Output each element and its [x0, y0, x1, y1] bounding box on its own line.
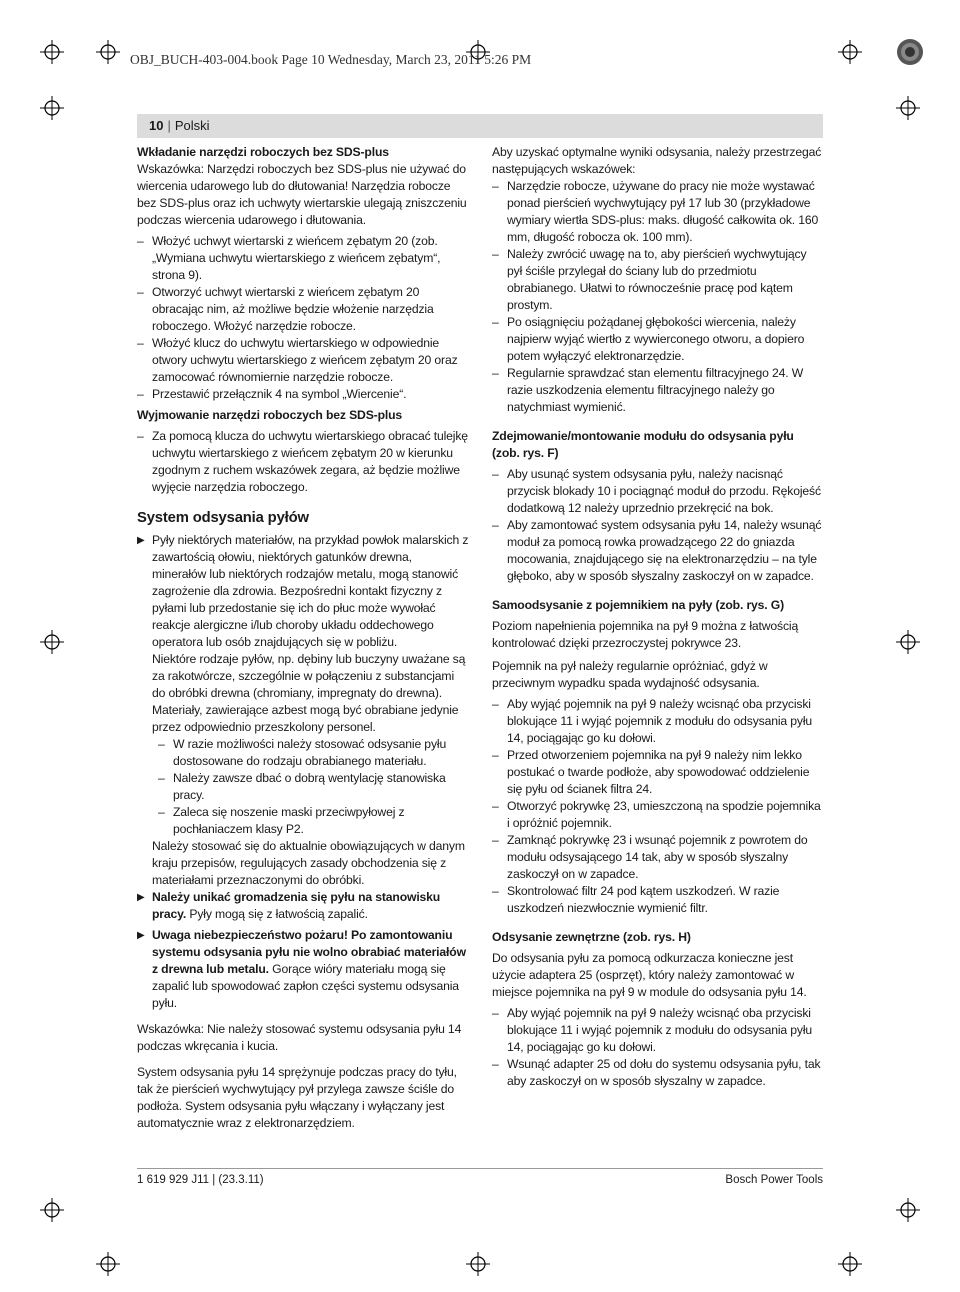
list-item: – Otworzyć uchwyt wiertarski z wieńcem zębatym 20 obracając nim, aż możliwe będzie włożenie narzędzia roboczego. Włożyć narzędzie robocze. — [137, 284, 469, 335]
crosshair-icon — [466, 1252, 490, 1276]
list-item: – Regularnie sprawdzać stan elementu filtracyjnego 24. W razie uszkodzenia elementu filtracyjnego należy go natychmiast wymienić. — [492, 365, 824, 416]
warning-bold: Należy unikać gromadzenia się pyłu na stanowisku pracy. — [152, 890, 441, 921]
page-header — [137, 114, 823, 138]
list-item: – Aby wyjąć pojemnik na pył 9 należy wcisnąć oba przyciski blokujące 11 i wyjąć pojemnik z modułu do odsysania pyłu 14, pociągając go ku dołowi. — [492, 1005, 824, 1056]
list-item: – Przed otworzeniem pojemnika na pył 9 należy nim lekko postukać o twarde podłoże, aby spowodować oddzielenie się pyłu od ścianek filtra 24. — [492, 747, 824, 798]
list-item: – Za pomocą klucza do uchwytu wiertarskiego obracać tulejkę uchwytu wiertarskiego z wieńcem zębatym 20 w kierunku zgodnym z ruchem wskazówek zegara, aż będzie możliwe wyjęcie narzędzia roboczego. — [137, 428, 469, 496]
footer-brand: Bosch Power Tools — [725, 1174, 823, 1186]
list-item: – Należy zwrócić uwagę na to, aby pierścień wychwytujący pył ściśle przylegał do ściany lub do przedmiotu obrabianego. Ułatwi to równocześnie pracę pod kątem prostym. — [492, 246, 824, 314]
section-heading: Samoodsysanie z pojemnikiem na pyły (zob. rys. G) — [492, 598, 785, 612]
paragraph: Wskazówka: Narzędzi roboczych bez SDS-plus nie używać do wiercenia udarowego lub do dłutowania! Narzędzia robocze bez SDS-plus oraz ich uchwyty wiertarskie ulegają zniszczeniu podczas wiercenia udarowego i dłutowania. — [137, 162, 467, 227]
section-heading: Zdejmowanie/montowanie modułu do odsysania pyłu (zob. rys. F) — [492, 429, 794, 460]
section-heading: Wyjmowanie narzędzi roboczych bez SDS-plus — [137, 408, 403, 422]
list-item: – Narzędzie robocze, używane do pracy nie może wystawać ponad pierścień wychwytujący pył 17 lub 30 (przykładowe wymiary wiertła SDS-plus: maks. długość całkowita ok. 160 mm, długość robocza ok. 100 mm). — [492, 178, 824, 246]
slug-line: OBJ_BUCH-403-004.book Page 10 Wednesday, March 23, 2011 5:26 PM — [130, 52, 532, 67]
section-heading: Wkładanie narzędzi roboczych bez SDS-plus — [137, 145, 389, 159]
footer-doc-id: 1 619 929 J11 | (23.3.11) — [137, 1174, 264, 1186]
footer-divider — [137, 1168, 823, 1169]
left-column — [137, 144, 469, 1132]
paragraph: System odsysania pyłu 14 sprężynuje podczas pracy do tyłu, tak że pierścień wychwytujący pył przylega zawsze ściśle do podłoża. System odsysania pyłu włączany i wyłączany jest automatycznie wraz z elektronarzędziem. — [137, 1065, 457, 1130]
sub-list-item: – Zaleca się noszenie maski przeciwpyłowej z pochłaniaczem klasy P2. — [137, 804, 469, 838]
crosshair-icon — [896, 1198, 920, 1222]
paragraph: Do odsysania pyłu za pomocą odkurzacza konieczne jest użycie adaptera 25 (osprzęt), który należy zamontować w miejsce pojemnika na pył 9 w module do odsysania pyłu 14. — [492, 951, 807, 999]
warning-bold: Uwaga niebezpieczeństwo pożaru! Po zamontowaniu systemu odsysania pyłu nie wolno obrabiać materiałów z drewna lub metalu. — [152, 928, 466, 976]
paragraph: Aby uzyskać optymalne wyniki odsysania, należy przestrzegać następujących wskazówek: — [492, 145, 822, 176]
list-item: – Otworzyć pokrywkę 23, umieszczoną na spodzie pojemnika i opróżnić pojemnik. — [492, 798, 824, 832]
crosshair-icon — [838, 40, 862, 64]
note-paragraph: Wskazówka: Nie należy stosować systemu odsysania pyłu 14 podczas wkręcania i kucia. — [137, 1022, 462, 1053]
header-language: Polski — [174, 118, 210, 133]
color-dial-icon — [896, 38, 924, 66]
warning-item — [137, 927, 469, 1012]
sub-list-item: – Należy zawsze dbać o dobrą wentylację stanowiska pracy. — [137, 770, 469, 804]
paragraph: Poziom napełnienia pojemnika na pył 9 można z łatwością kontrolować dzięki przezroczystej pokrywce 23. — [492, 619, 799, 650]
warning-item: ▶ Pyły niektórych materiałów, na przykład powłok malarskich z zawartością ołowiu, niektórych gatunków drewna, minerałów lub niektórych rodzajów metalu, mogą stanowić zagrożenie dla zdrowia. Bezpośredni kontakt fizyczny z pyłami lub przedostanie się ich do płuc może wywołać reakcje alergiczne i/lub choroby układu oddechowego operatora lub osób znajdujących się w pobliżu. — [137, 532, 469, 651]
header-separator: | — [167, 118, 171, 133]
crosshair-icon — [40, 1198, 64, 1222]
crosshair-icon — [96, 40, 120, 64]
list-item: – Po osiągnięciu pożądanej głębokości wiercenia, należy najpierw wyjąć wiertło z wywierconego otworu, a dopiero potem wyłączyć elektronarzędzie. — [492, 314, 824, 365]
section-title: System odsysania pyłów — [137, 510, 309, 526]
list-item: – Włożyć klucz do uchwytu wiertarskiego w odpowiednie otwory uchwytu wiertarskiego z wieńcem zębatym 20 oraz zamocować równomiernie narzędzie robocze. — [137, 335, 469, 386]
list-item: – Wsunąć adapter 25 od dołu do systemu odsysania pyłu, tak aby zaskoczył on w sposób słyszalny w zapadce. — [492, 1056, 824, 1090]
crosshair-icon — [896, 96, 920, 120]
list-item: – Aby zamontować system odsysania pyłu 14, należy wsunąć moduł za pomocą rowka prowadzącego 22 do gniazda mocowania, znajdującego się na elektronarzędziu – na tyle głęboko, aby w sposób słyszalny zaskoczył on w zapadce. — [492, 517, 824, 585]
list-item: – Przestawić przełącznik 4 na symbol „Wiercenie“. — [137, 386, 469, 403]
list-item: – Zamknąć pokrywkę 23 i wsunąć pojemnik z powrotem do modułu odsysającego 14 tak, aby w sposób słyszalny zaskoczył on w zapadce. — [492, 832, 824, 883]
warning-text: Pyły mogą się z łatwością zapalić. — [186, 907, 368, 921]
crosshair-icon — [896, 630, 920, 654]
page-number: 10 — [149, 118, 164, 133]
section-heading: Odsysanie zewnętrzne (zob. rys. H) — [492, 930, 691, 944]
crosshair-icon — [40, 96, 64, 120]
list-item: – Włożyć uchwyt wiertarski z wieńcem zębatym 20 (zob. „Wymiana uchwytu wiertarskiego z wieńcem zębatym“, strona 9). — [137, 233, 469, 284]
crosshair-icon — [40, 40, 64, 64]
list-item: – Skontrolować filtr 24 pod kątem uszkodzeń. W razie uszkodzeń niezwłocznie wymienić filtr. — [492, 883, 824, 917]
warning-continuation: Niektóre rodzaje pyłów, np. dębiny lub buczyny uważane są za rakotwórcze, szczególnie w połączeniu z substancjami do obróbki drewna (chromiany, impregnaty do drewna). Materiały, zawierające azbest mogą być obrabiane jedynie przez odpowiednio przeszkolony personel. — [152, 652, 466, 734]
list-item: – Aby wyjąć pojemnik na pył 9 należy wcisnąć oba przyciski blokujące 11 i wyjąć pojemnik z modułu do odsysania pyłu 14, pociągając go ku dołowi. — [492, 696, 824, 747]
list-item: – Aby usunąć system odsysania pyłu, należy nacisnąć przycisk blokady 10 i pociągnąć moduł do przodu. Rękojeść dodatkową 12 należy uprzednio przekręcić na bok. — [492, 466, 824, 517]
crosshair-icon — [96, 1252, 120, 1276]
right-column — [492, 144, 824, 1090]
crosshair-icon — [40, 630, 64, 654]
warning-item — [137, 889, 469, 923]
paragraph: Pojemnik na pył należy regularnie opróżniać, gdyż w przeciwnym wypadku spada wydajność odsysania. — [492, 659, 768, 690]
crosshair-icon — [838, 1252, 862, 1276]
warning-text: Gorące wióry materiału mogą się zapalić lub spowodować zapłon części systemu odsysania pyłu. — [152, 962, 459, 1010]
sub-list-item: – W razie możliwości należy stosować odsysanie pyłu dostosowane do rodzaju obrabianego materiału. — [137, 736, 469, 770]
warning-continuation: Należy stosować się do aktualnie obowiązujących w danym kraju przepisów, regulujących zasady obchodzenia się z materiałami przeznaczonymi do obróbki. — [152, 839, 465, 887]
